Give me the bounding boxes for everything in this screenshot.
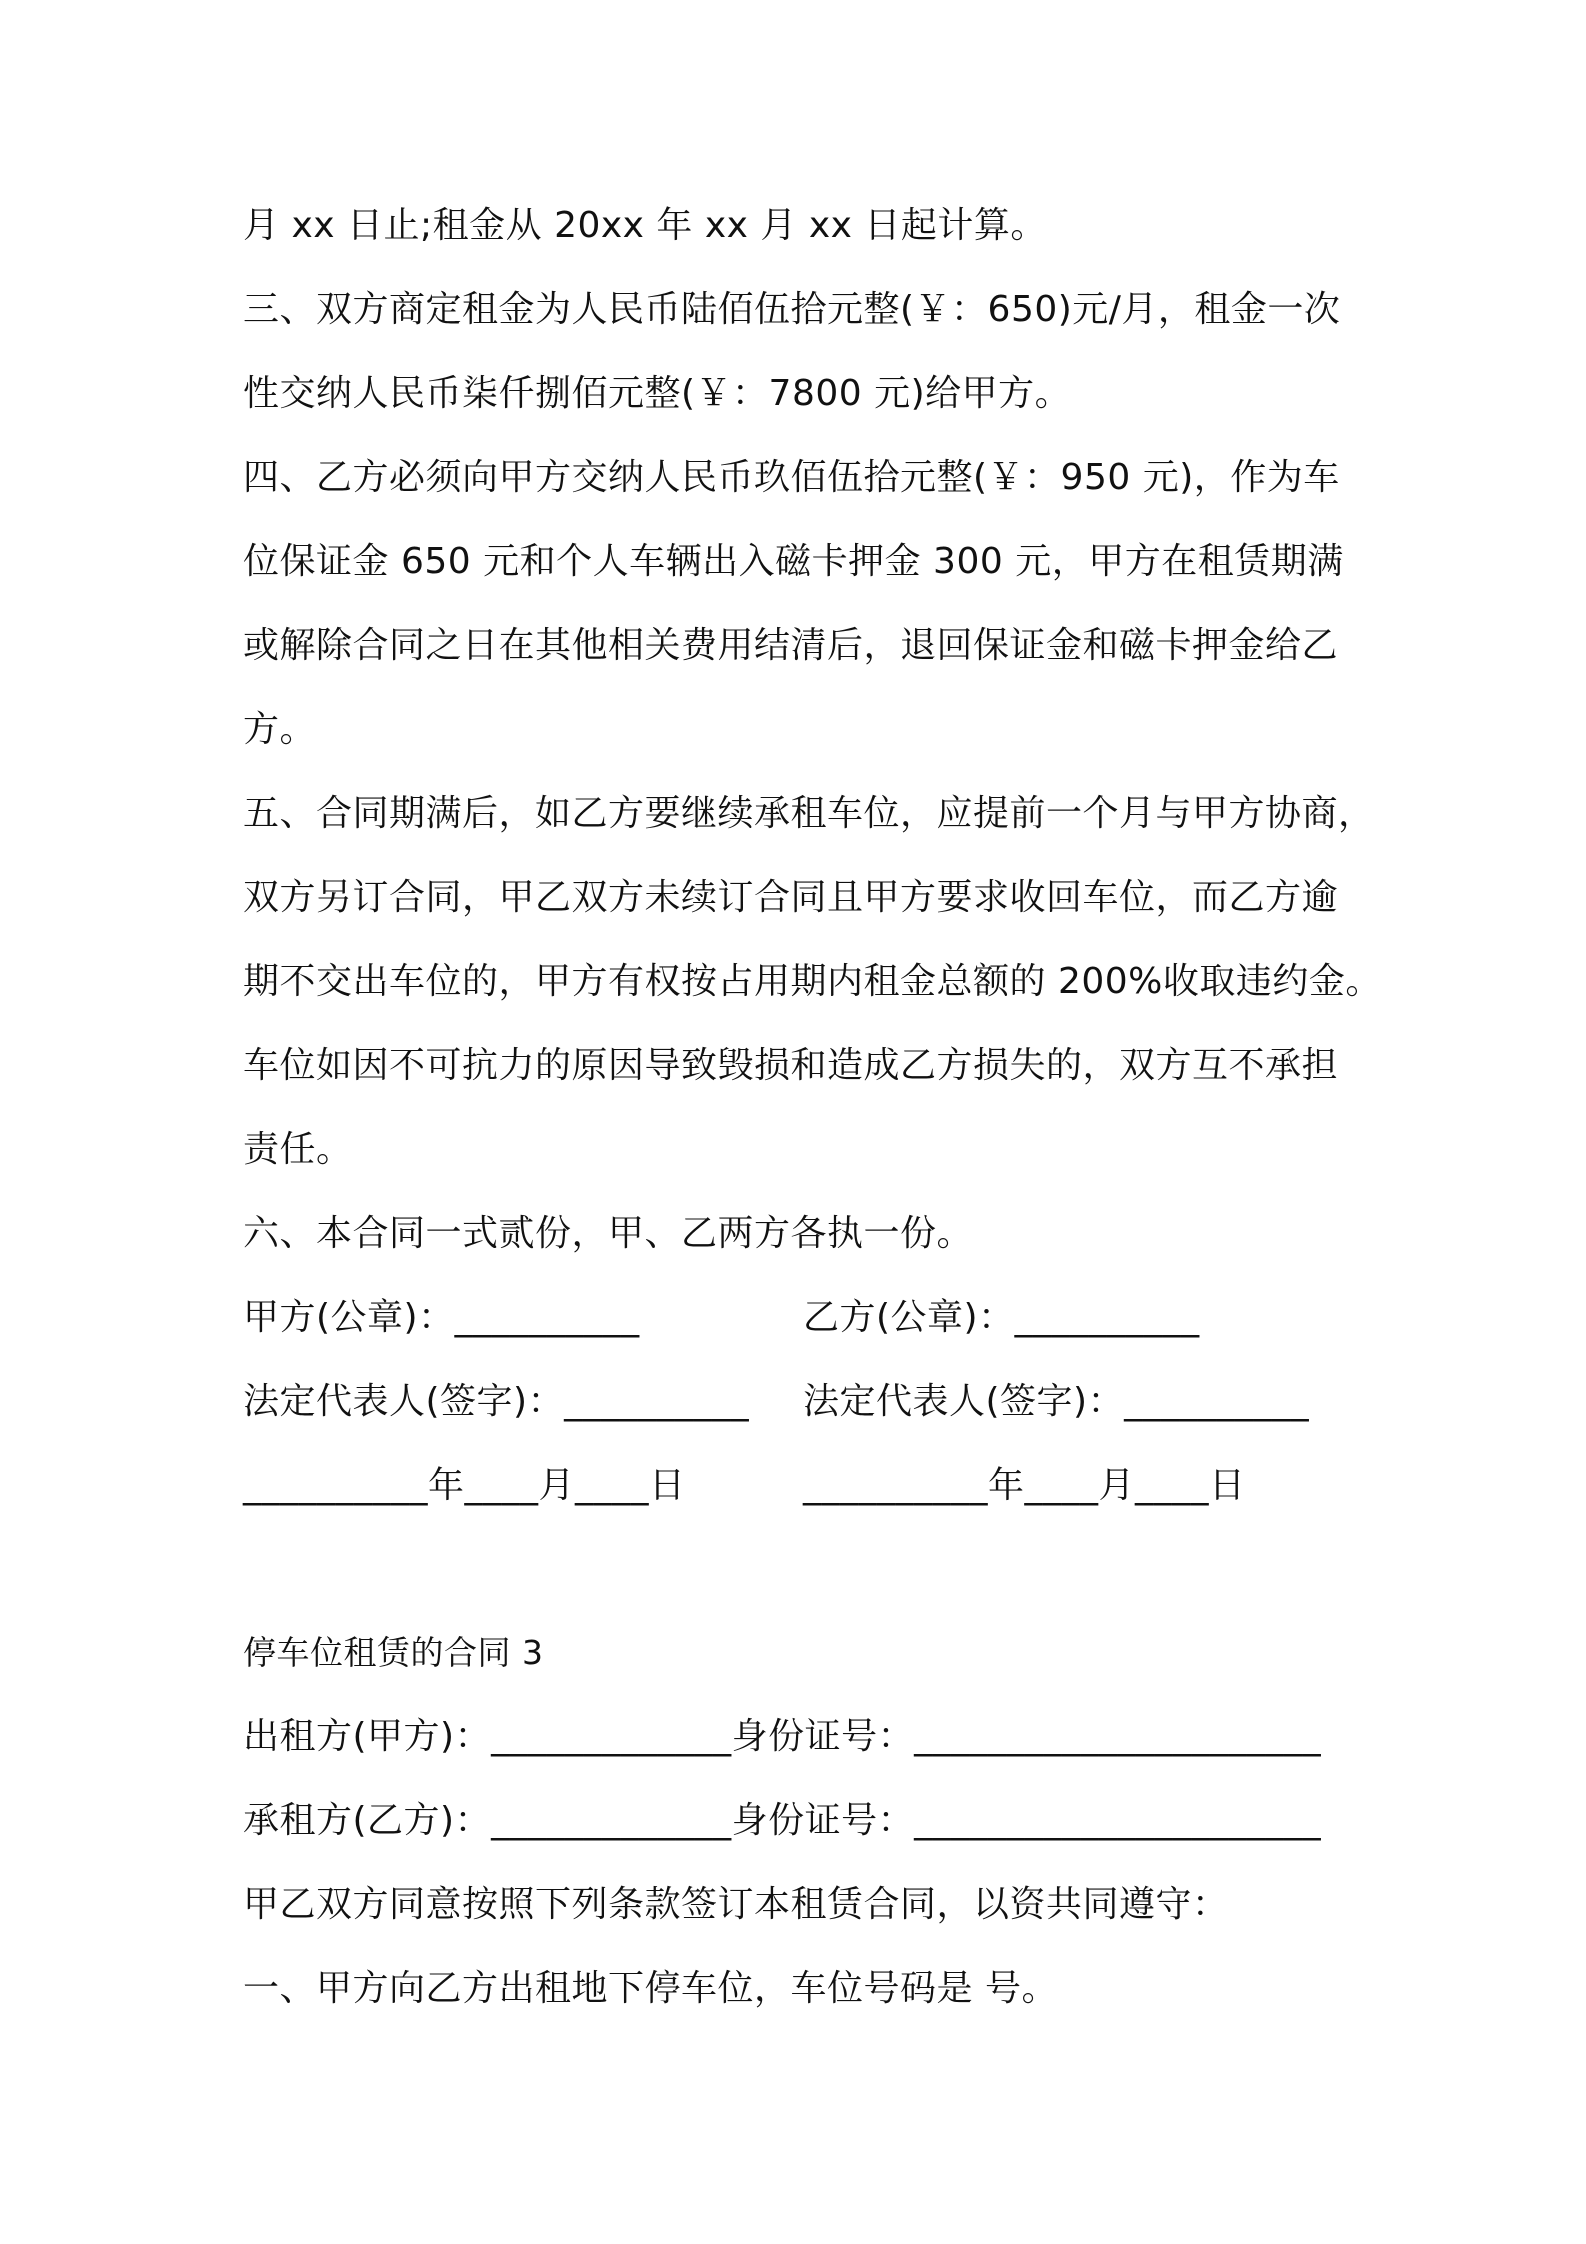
party-a-seal-field: 甲方(公章)：__________ — [243, 1297, 640, 1338]
clause-5-line-2: 双方另订合同，甲乙双方未续订合同且甲方要求收回车位，而乙方逾 — [243, 877, 1339, 918]
contract-intro: 甲乙双方同意按照下列条款签订本租赁合同，以资共同遵守： — [243, 1884, 1229, 1925]
clause-4-line-2: 位保证金 650 元和个人车辆出入磁卡押金 300 元，甲方在租赁期满 — [243, 541, 1344, 582]
party-a-date-field: __________年____月____日 — [243, 1465, 686, 1506]
clause-6-line-1: 六、本合同一式贰份，甲、乙两方各执一份。 — [243, 1213, 974, 1254]
clause-5-line-5: 责任。 — [243, 1129, 353, 1170]
contract-3-clause-1: 一、甲方向乙方出租地下停车位，车位号码是 号。 — [243, 1968, 1058, 2009]
clause-5-line-1: 五、合同期满后，如乙方要继续承租车位，应提前一个月与甲方协商， — [243, 793, 1375, 834]
clause-4-line-4: 方。 — [243, 709, 317, 750]
lessor-field: 出租方(甲方)：_____________身份证号：______________________ — [243, 1716, 1322, 1757]
text-line-1: 月 xx 日止;租金从 20xx 年 xx 月 xx 日起计算。 — [243, 205, 1047, 246]
party-b-representative-field: 法定代表人(签字)：__________ — [803, 1381, 1310, 1422]
party-a-representative-field: 法定代表人(签字)：__________ — [243, 1381, 750, 1422]
party-b-date-field: __________年____月____日 — [803, 1465, 1246, 1506]
contract-3-title: 停车位租赁的合同 3 — [243, 1633, 544, 1672]
clause-4-line-1: 四、乙方必须向甲方交纳人民币玖佰伍拾元整(￥：950 元)，作为车 — [243, 457, 1340, 498]
clause-4-line-3: 或解除合同之日在其他相关费用结清后，退回保证金和磁卡押金给乙 — [243, 625, 1339, 666]
clause-5-line-4: 车位如因不可抗力的原因导致毁损和造成乙方损失的，双方互不承担 — [243, 1045, 1339, 1086]
clause-3-line-1: 三、双方商定租金为人民币陆佰伍拾元整(￥：650)元/月，租金一次 — [243, 289, 1341, 330]
clause-5-line-3: 期不交出车位的，甲方有权按占用期内租金总额的 200%收取违约金。 — [243, 961, 1382, 1002]
clause-3-line-2: 性交纳人民币柒仟捌佰元整(￥：7800 元)给甲方。 — [243, 373, 1072, 414]
lessee-field: 承租方(乙方)：_____________身份证号：______________________ — [243, 1800, 1322, 1841]
party-b-seal-field: 乙方(公章)：__________ — [803, 1297, 1200, 1338]
